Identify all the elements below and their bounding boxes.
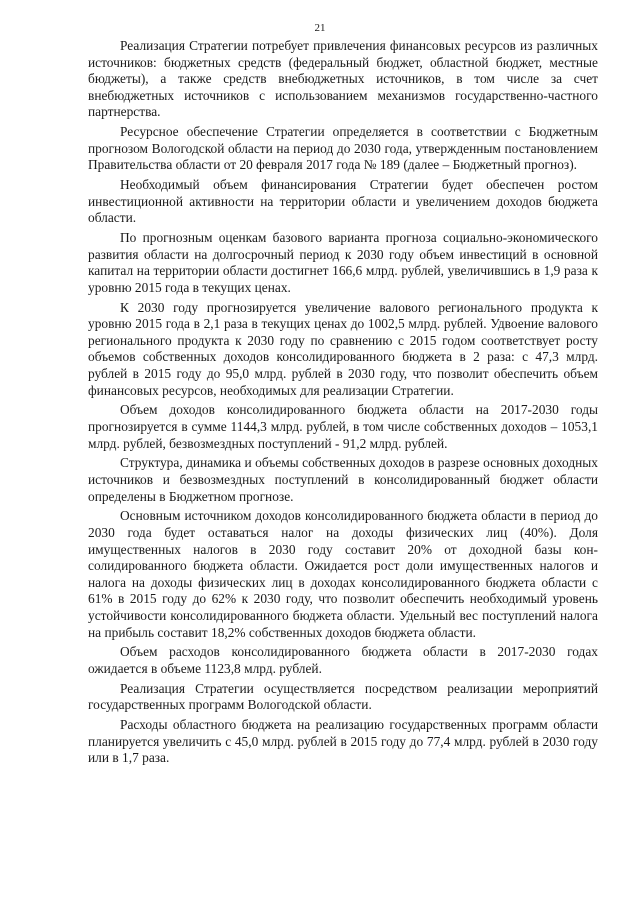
paragraph-resource-provision: Ресурсное обеспечение Стратегии определяется в соответствии с Бюджетным прогнозом Вологодской области на период до 2030 года, утвержденным постановлением Правительства области от 20 февраля 2017 года № 189 (далее – Бюджетный прогноз).	[88, 124, 598, 173]
paragraph-revenue-volume: Объем доходов консолидированного бюджета области на 2017-2030 годы прогнозируется в сумме 1144,3 млрд. рублей, в том числе собственных доходов – 1053,1 млрд. рублей, безвозмездных поступлений - 91,2 млрд. рублей.	[88, 402, 598, 451]
page-number: 21	[314, 22, 326, 34]
document-body	[88, 38, 598, 770]
paragraph-main-revenue-source: Основным источником доходов консолидированного бюджета области в период до 2030 года будет оставаться налог на доходы физических лиц (40%). Доля имущественных налогов в 2030 году составит 20% от доходной базы консолидированного бюджета области. Ожидается рост доли имущественных налогов и налога на доходы физических лиц в доходах консолидированного бюджета области с 61% в 2015 году до 62% к 2030 году, что позволит обеспечить необходимый уровень устойчивости консолидированного бюджета области. Удельный вес поступлений налога на прибыль составит 18,2% собственных доходов бюджета области.	[88, 508, 598, 640]
paragraph-revenue-structure: Структура, динамика и объемы собственных доходов в разрезе основных доходных источников и безвозмездных поступлений в консолидированный бюджет области определены в Бюджетном прогнозе.	[88, 455, 598, 504]
paragraph-expenditure-volume: Объем расходов консолидированного бюджета области в 2017-2030 годах ожидается в объеме 1123,8 млрд. рублей.	[88, 644, 598, 676]
paragraph-program-expenditures: Расходы областного бюджета на реализацию государственных программ области планируется увеличить с 45,0 млрд. рублей в 2015 году до 77,4 млрд. рублей в 2030 году или в 1,7 раза.	[88, 717, 598, 766]
paragraph-investment-forecast: По прогнозным оценкам базового варианта прогноза социально-экономического развития области на долгосрочный период к 2030 году объем инвестиций в основной капитал на территории области достигнет 166,6 млрд. рублей, увеличившись в 1,9 раза к уровню 2015 года в текущих ценах.	[88, 230, 598, 295]
paragraph-grp-forecast: К 2030 году прогнозируется увеличение валового регионального продукта к уровню 2015 года в 2,1 раза в текущих ценах до 1002,5 млрд. рублей. Удвоение валового регионального продукта к 2030 году по сравнению с 2015 годом соответствует росту объемов собственных доходов консолидированного бюджета в 2 раза: с 47,3 млрд. рублей в 2015 году до 95,0 млрд. рублей в 2030 году, что позволит обеспечить объем финансовых ресурсов, необходимых для реализации Стратегии.	[88, 299, 598, 398]
paragraph-required-financing: Необходимый объем финансирования Стратегии будет обеспечен ростом инвестиционной активности на территории области и увеличением доходов бюджета области.	[88, 177, 598, 226]
paragraph-funding-sources: Реализация Стратегии потребует привлечения финансовых ресурсов из различных источников: бюджетных средств (федеральный бюджет, областной бюджет, местные бюджеты), а также средств внебюджетных источников, в том числе за счет внебюджетных источников с использованием механизмов государственно-частного партнерства.	[88, 38, 598, 120]
paragraph-implementation: Реализация Стратегии осуществляется посредством реализации мероприятий государственных программ Вологодской области.	[88, 680, 598, 713]
